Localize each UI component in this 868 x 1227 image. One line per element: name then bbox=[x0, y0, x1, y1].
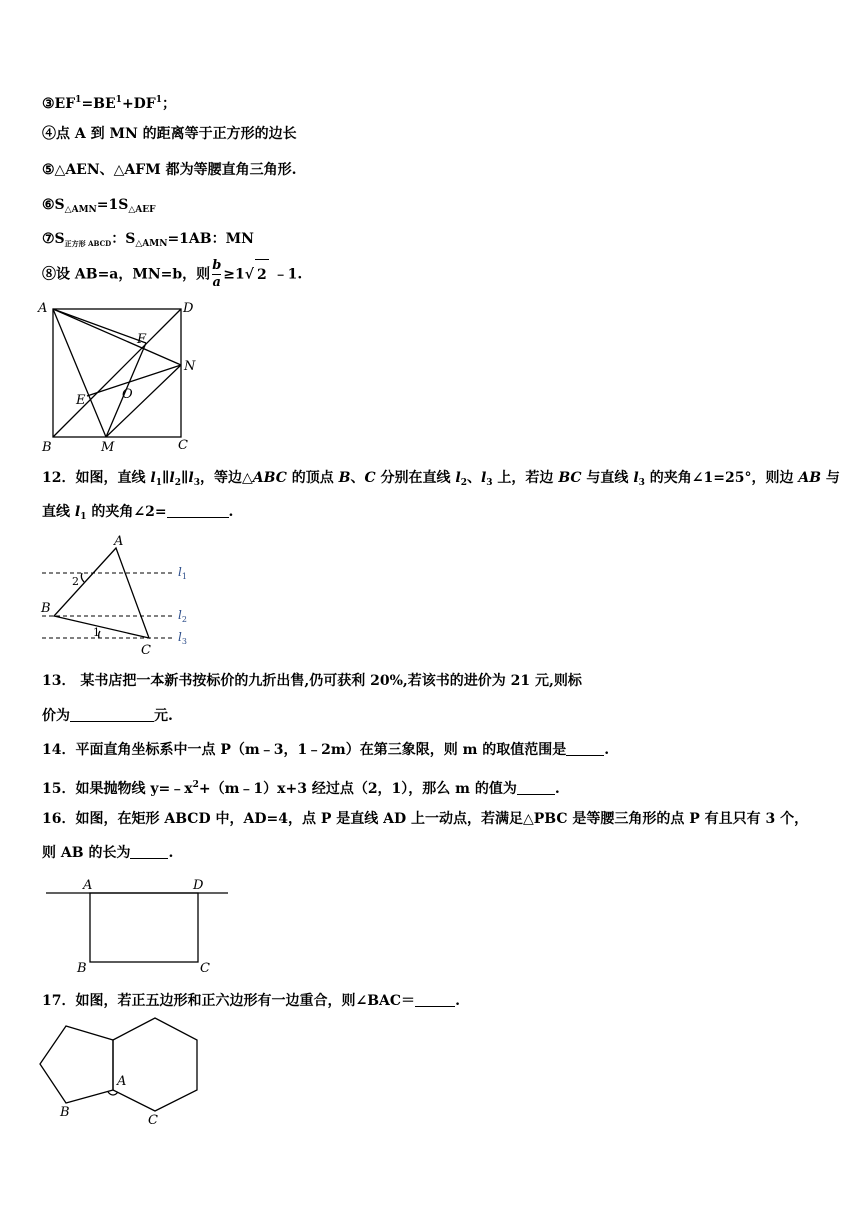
question-12-line-1: 12．如图，直线 $l_1\parallel l_2\parallel l_3$，等边△ABC 的顶点 B、C 分别在直线 $l_2$、$l_3$ 上，若边 BC 与直线 $l_3$ 的夹角∠1=25°，则边 AB 与 bbox=[42, 470, 840, 488]
label-C: C bbox=[148, 1113, 158, 1128]
label-O: O bbox=[122, 387, 133, 402]
label-D: D bbox=[193, 878, 204, 893]
label-N: N bbox=[184, 359, 196, 374]
label-B: B bbox=[77, 961, 87, 976]
question-16-line-1: 16．如图，在矩形 ABCD 中，AD=4，点 P 是直线 AD 上一动点，若满足△PBC 是等腰三角形的点 P 有且只有 3 个， bbox=[42, 811, 809, 827]
label-C: C bbox=[200, 961, 210, 976]
question-12-line-2: 直线 $l_1$ 的夹角∠2= . bbox=[42, 504, 234, 522]
question-17: 17．如图，若正五边形和正六边形有一边重合，则∠BAC＝ . bbox=[42, 993, 460, 1009]
statement-8: ⑧设 AB=a，MN=b，则 $\frac{b}{a}$ ≥1√ 2 ﹣1. bbox=[42, 258, 303, 290]
line-l1-label: $l_1$ bbox=[178, 565, 187, 581]
statement-4: ④点 A 到 MN 的距离等于正方形的边长 bbox=[42, 126, 297, 142]
statement-7: $⑦S_{正方形 ABCD}$：$S_{\triangle AMN}=1AB$：MN bbox=[42, 231, 254, 249]
label-E: E bbox=[76, 393, 86, 408]
question-15: 15．如果抛物线 $y=﹣x^2+(m﹣1)x+3$ 经过点（2，1），那么 m 的值为 . bbox=[42, 780, 560, 797]
label-M: M bbox=[101, 440, 115, 455]
angle-2-label: 2 bbox=[72, 575, 79, 588]
label-C: C bbox=[141, 643, 151, 658]
question-16-line-2: 则 AB 的长为 . bbox=[42, 845, 174, 861]
label-D: D bbox=[183, 301, 194, 316]
fraction-b-over-a: $\frac{b}{a}$ bbox=[212, 258, 222, 290]
label-F: F bbox=[137, 332, 147, 347]
line-l2-label: $l_2$ bbox=[178, 608, 187, 624]
angle-1-label: 1 bbox=[93, 626, 100, 639]
label-C: C bbox=[178, 438, 188, 453]
label-B: B bbox=[60, 1105, 70, 1120]
question-13-line-1: 13． 某书店把一本新书按标价的九折出售,仍可获利 20%,若该书的进价为 21 元,则标 bbox=[42, 673, 582, 689]
label-A: A bbox=[38, 301, 48, 316]
label-B: B bbox=[42, 440, 52, 455]
statement-3: $③EF^1=BE^1+DF^1$； bbox=[42, 95, 177, 112]
label-B: B bbox=[41, 601, 51, 616]
question-13-line-2: 价为 元. bbox=[42, 708, 173, 724]
statement-5: ⑤△AEN、△AFM 都为等腰直角三角形. bbox=[42, 162, 297, 178]
statement-6: $⑥S_{\triangle AMN}=1S_{\triangle AEF}$ bbox=[42, 197, 156, 215]
label-A: A bbox=[114, 534, 124, 549]
label-A: A bbox=[83, 878, 93, 893]
sqrt-symbol: √ bbox=[244, 266, 254, 283]
question-14: 14．平面直角坐标系中一点 P（m﹣3，1﹣2m）在第三象限，则 m 的取值范围是 . bbox=[42, 742, 610, 758]
line-l3-label: $l_3$ bbox=[178, 630, 187, 646]
label-A: A bbox=[117, 1074, 127, 1089]
